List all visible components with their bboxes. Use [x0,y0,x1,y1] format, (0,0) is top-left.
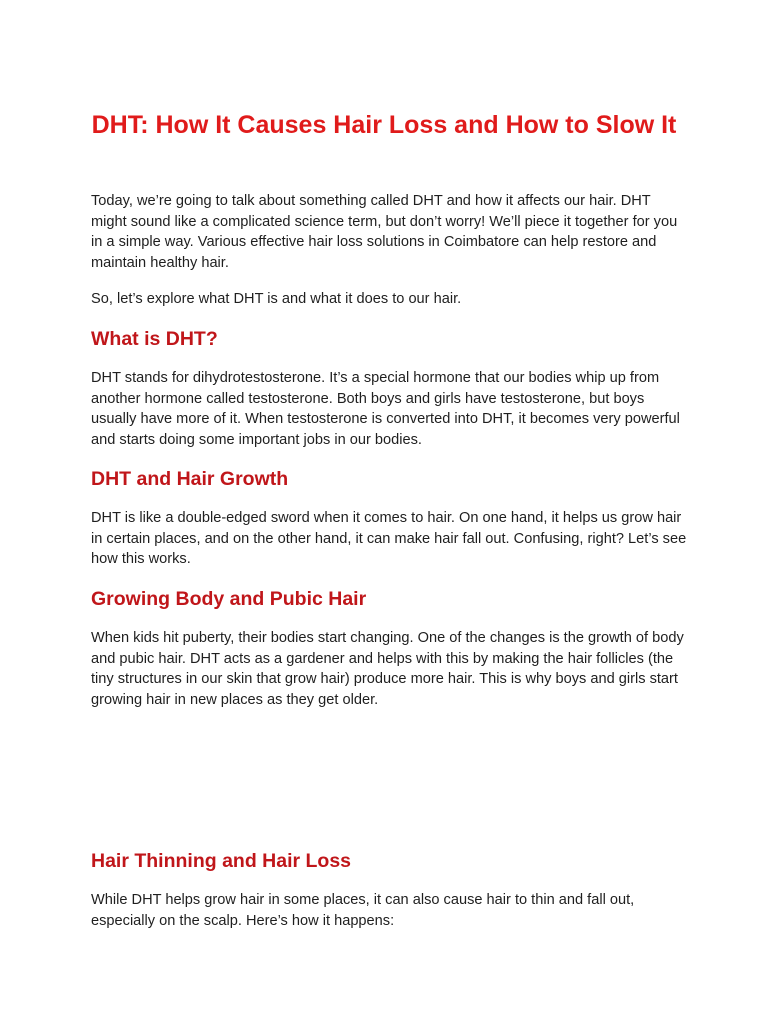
section-body-what-is-dht: DHT stands for dihydrotestosterone. It’s a special hormone that our bodies whip up from another hormone called testosterone. Both boys and girls have testosterone, but boys usually have more of it. When testosterone is converted into DHT, it becomes very powerful and starts doing some important jobs in our bodies. [91,370,680,448]
section-body-body-pubic-hair: When kids hit puberty, their bodies start changing. One of the changes is the growth of body and pubic hair. DHT acts as a gardener and helps with this by making the hair follicles (the tiny structures in our skin that grow hair) produce more hair. This is why boys and girls start growing hair in new places as they get older. [91,630,684,708]
section-body-hair-thinning: While DHT helps grow hair in some places, it can also cause hair to thin and fall out, especially on the scalp. Here’s how it happens: [91,892,635,929]
section-heading-body-pubic-hair: Growing Body and Pubic Hair [91,588,367,610]
section-heading-hair-thinning: Hair Thinning and Hair Loss [91,850,352,872]
intro-paragraph-1: Today, we’re going to talk about something called DHT and how it affects our hair. DHT might sound like a complicated science term, but don’t worry! We’ll piece it together for you in a simple way. Various effective hair loss solutions in Coimbatore can help restore and maintain healthy hair. [91,193,678,271]
document-title: DHT: How It Causes Hair Loss and How to Slow It [91,111,677,139]
intro-paragraph-2: So, let’s explore what DHT is and what it does to our hair. [91,291,462,307]
section-heading-dht-hair-growth: DHT and Hair Growth [91,468,289,490]
section-heading-what-is-dht: What is DHT? [91,328,218,350]
section-body-dht-hair-growth: DHT is like a double-edged sword when it comes to hair. On one hand, it helps us grow hair in certain places, and on the other hand, it can make hair fall out. Confusing, right? Let’s see how this works. [91,510,687,567]
